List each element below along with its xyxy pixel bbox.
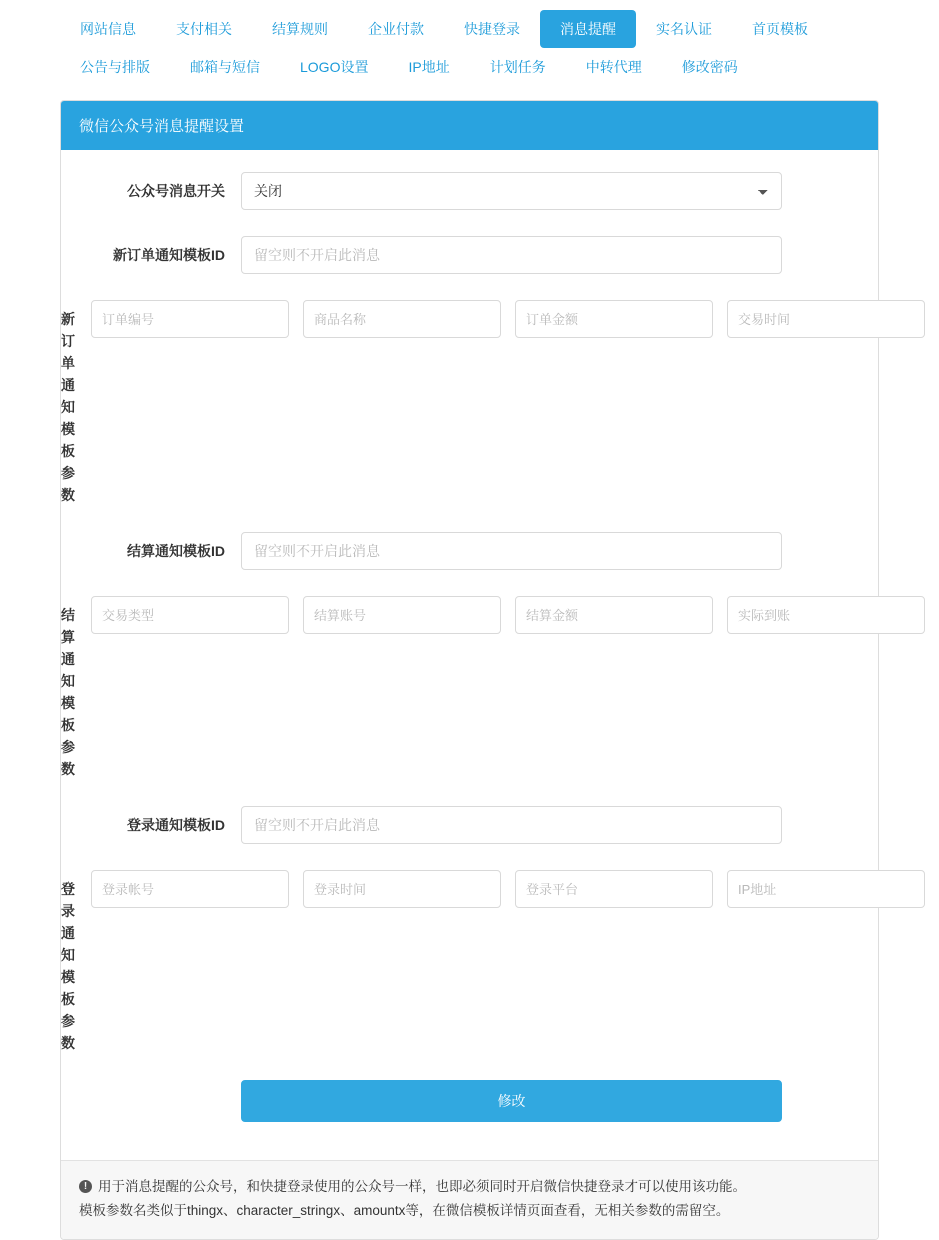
- order-param-order-no[interactable]: [91, 300, 289, 338]
- settings-form: [61, 150, 878, 1160]
- control-login-template-id: [241, 806, 878, 844]
- footer-line-1: [79, 1175, 860, 1199]
- submit-spacer: [61, 1080, 241, 1122]
- mp-message-switch-select[interactable]: [241, 172, 782, 210]
- submit-area: [241, 1080, 878, 1122]
- label-login-template-id: 登录通知模板ID: [127, 817, 225, 833]
- tab-settlement-rules[interactable]: 结算规则: [272, 21, 328, 37]
- label-order-params: 新订单通知模板参数: [61, 311, 75, 503]
- tab-website-info[interactable]: 网站信息: [80, 21, 136, 37]
- tab-enterprise-payment[interactable]: 企业付款: [368, 21, 424, 37]
- form-row-order-template-id: [61, 236, 878, 274]
- footer-line-2: 模板参数名类似于thingx、character_stringx、amountx等，在微信模板详情页面查看，无相关参数的需留空。: [79, 1203, 730, 1218]
- tab-logo-settings[interactable]: LOGO设置: [300, 59, 369, 75]
- tab-change-password[interactable]: 修改密码: [681, 59, 738, 75]
- order-template-id-input[interactable]: [241, 236, 782, 274]
- tab-real-name-auth[interactable]: 实名认证: [656, 21, 712, 37]
- control-switch: [241, 172, 878, 210]
- settle-param-trade-type[interactable]: [91, 596, 289, 634]
- form-row-settle-params: [61, 596, 878, 780]
- settle-param-account[interactable]: [303, 596, 501, 634]
- tab-email-sms[interactable]: 邮箱与短信: [190, 59, 260, 75]
- control-settle-template-id: [241, 532, 878, 570]
- panel-title: 微信公众号消息提醒设置: [61, 101, 878, 150]
- settle-template-id-input[interactable]: [241, 532, 782, 570]
- tab-payment[interactable]: 支付相关: [176, 21, 232, 37]
- order-param-amount[interactable]: [515, 300, 713, 338]
- login-params-grid: [91, 870, 939, 908]
- settle-param-actual-received[interactable]: [727, 596, 925, 634]
- control-login-params: [91, 870, 939, 908]
- tab-homepage-template[interactable]: 首页模板: [752, 21, 808, 37]
- order-param-trade-time[interactable]: [727, 300, 925, 338]
- tab-row-secondary: [60, 48, 879, 86]
- tab-message-notification[interactable]: 消息提醒: [540, 10, 636, 48]
- label-login-params: 登录通知模板参数: [61, 881, 75, 1051]
- submit-button[interactable]: 修改: [241, 1080, 782, 1122]
- label-order-template-id: 新订单通知模板ID: [113, 247, 225, 263]
- login-param-ip[interactable]: [727, 870, 925, 908]
- form-row-settle-template-id: [61, 532, 878, 570]
- tab-scheduled-task[interactable]: 计划任务: [489, 59, 546, 75]
- form-row-login-template-id: [61, 806, 878, 844]
- tab-transit-proxy[interactable]: 中转代理: [585, 59, 642, 75]
- label-switch: 公众号消息开关: [127, 183, 225, 199]
- login-param-platform[interactable]: [515, 870, 713, 908]
- control-settle-params: [91, 596, 939, 634]
- form-row-login-params: [61, 870, 878, 1054]
- order-params-grid: [91, 300, 939, 338]
- tab-quick-login[interactable]: 快捷登录: [464, 21, 520, 37]
- tab-announcement-layout[interactable]: 公告与排版: [80, 59, 150, 75]
- settle-param-amount[interactable]: [515, 596, 713, 634]
- label-settle-params: 结算通知模板参数: [61, 607, 75, 777]
- panel-footer-note: [61, 1160, 878, 1239]
- footer-text-1: 用于消息提醒的公众号，和快捷登录使用的公众号一样，也即必须同时开启微信快捷登录才可以使用该功能。: [98, 1179, 746, 1194]
- form-row-order-params: [61, 300, 878, 506]
- login-param-time[interactable]: [303, 870, 501, 908]
- label-settle-template-id: 结算通知模板ID: [127, 543, 225, 559]
- login-param-account[interactable]: [91, 870, 289, 908]
- control-order-params: [91, 300, 939, 338]
- info-icon: !: [79, 1180, 92, 1193]
- order-param-product-name[interactable]: [303, 300, 501, 338]
- form-row-switch: [61, 172, 878, 210]
- login-template-id-input[interactable]: [241, 806, 782, 844]
- tab-ip-address[interactable]: IP地址: [408, 59, 450, 75]
- settings-panel: [60, 100, 879, 1240]
- tab-row-primary: [60, 10, 879, 48]
- control-order-template-id: [241, 236, 878, 274]
- settle-params-grid: [91, 596, 939, 634]
- settings-tabs: [0, 0, 939, 86]
- form-row-submit: [61, 1080, 878, 1122]
